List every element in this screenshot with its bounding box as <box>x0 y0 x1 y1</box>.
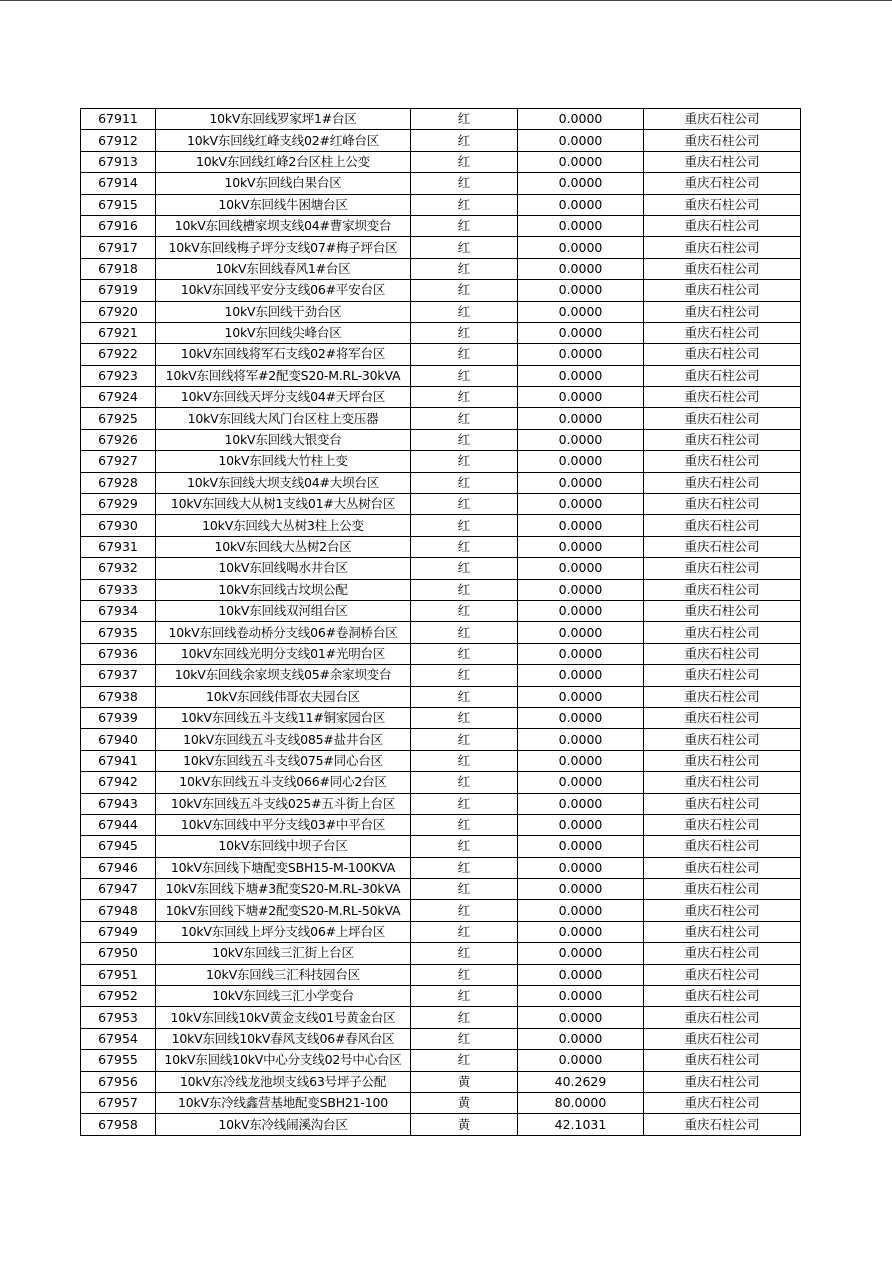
cell-value: 0.0000 <box>518 558 644 579</box>
table-row <box>81 814 801 835</box>
cell-company: 重庆石柱公司 <box>644 1050 801 1071</box>
table-row <box>81 943 801 964</box>
cell-status-color: 红 <box>411 472 518 493</box>
cell-value: 0.0000 <box>518 258 644 279</box>
table-row <box>81 451 801 472</box>
cell-company: 重庆石柱公司 <box>644 130 801 151</box>
cell-value: 0.0000 <box>518 173 644 194</box>
cell-status-color: 红 <box>411 750 518 771</box>
cell-status-color: 红 <box>411 365 518 386</box>
table-row <box>81 1007 801 1028</box>
cell-station-name: 10kV东回线五斗支线075#同心台区 <box>156 750 411 771</box>
table-row <box>81 558 801 579</box>
cell-station-name: 10kV东回线罗家坪1#台区 <box>156 109 411 130</box>
cell-station-name: 10kV东回线红峰支线02#红峰台区 <box>156 130 411 151</box>
cell-id: 67929 <box>81 494 156 515</box>
cell-status-color: 红 <box>411 707 518 728</box>
cell-status-color: 红 <box>411 643 518 664</box>
table-row <box>81 879 801 900</box>
cell-company: 重庆石柱公司 <box>644 579 801 600</box>
cell-station-name: 10kV东回线槽家坝支线04#曹家坝变台 <box>156 215 411 236</box>
cell-company: 重庆石柱公司 <box>644 686 801 707</box>
cell-station-name: 10kV东回线伟哥农夫园台区 <box>156 686 411 707</box>
table-row <box>81 194 801 215</box>
cell-status-color: 红 <box>411 322 518 343</box>
table-row <box>81 322 801 343</box>
table-row <box>81 173 801 194</box>
cell-value: 0.0000 <box>518 1007 644 1028</box>
cell-value: 40.2629 <box>518 1071 644 1092</box>
cell-value: 0.0000 <box>518 130 644 151</box>
cell-id: 67937 <box>81 665 156 686</box>
page-top-border <box>0 0 892 1</box>
table-row <box>81 387 801 408</box>
cell-value: 0.0000 <box>518 622 644 643</box>
table-row <box>81 729 801 750</box>
cell-status-color: 红 <box>411 301 518 322</box>
table-row <box>81 109 801 130</box>
cell-value: 0.0000 <box>518 365 644 386</box>
cell-id: 67940 <box>81 729 156 750</box>
cell-value: 0.0000 <box>518 964 644 985</box>
cell-value: 0.0000 <box>518 1028 644 1049</box>
cell-value: 80.0000 <box>518 1092 644 1113</box>
cell-id: 67942 <box>81 772 156 793</box>
transformer-area-table <box>80 108 801 1136</box>
table-row <box>81 429 801 450</box>
cell-station-name: 10kV东回线古坟坝公配 <box>156 579 411 600</box>
cell-station-name: 10kV东回线10kV黄金支线01号黄金台区 <box>156 1007 411 1028</box>
cell-company: 重庆石柱公司 <box>644 643 801 664</box>
cell-company: 重庆石柱公司 <box>644 558 801 579</box>
cell-value: 0.0000 <box>518 772 644 793</box>
cell-station-name: 10kV东回线将军#2配变S20-M.RL-30kVA <box>156 365 411 386</box>
cell-station-name: 10kV东回线牛困塘台区 <box>156 194 411 215</box>
cell-company: 重庆石柱公司 <box>644 729 801 750</box>
table-row <box>81 151 801 172</box>
cell-company: 重庆石柱公司 <box>644 814 801 835</box>
cell-id: 67951 <box>81 964 156 985</box>
cell-company: 重庆石柱公司 <box>644 707 801 728</box>
cell-value: 0.0000 <box>518 729 644 750</box>
cell-status-color: 红 <box>411 986 518 1007</box>
cell-station-name: 10kV东回线大风门台区柱上变压器 <box>156 408 411 429</box>
cell-company: 重庆石柱公司 <box>644 173 801 194</box>
cell-station-name: 10kV东回线大从树1支线01#大丛树台区 <box>156 494 411 515</box>
cell-id: 67912 <box>81 130 156 151</box>
cell-station-name: 10kV东回线五斗支线085#盐井台区 <box>156 729 411 750</box>
cell-id: 67941 <box>81 750 156 771</box>
cell-company: 重庆石柱公司 <box>644 280 801 301</box>
cell-value: 0.0000 <box>518 600 644 621</box>
cell-company: 重庆石柱公司 <box>644 151 801 172</box>
cell-station-name: 10kV东回线天坪分支线04#天坪台区 <box>156 387 411 408</box>
cell-status-color: 红 <box>411 772 518 793</box>
cell-company: 重庆石柱公司 <box>644 879 801 900</box>
cell-id: 67945 <box>81 836 156 857</box>
cell-value: 0.0000 <box>518 665 644 686</box>
cell-company: 重庆石柱公司 <box>644 258 801 279</box>
cell-value: 0.0000 <box>518 451 644 472</box>
cell-value: 0.0000 <box>518 429 644 450</box>
cell-status-color: 红 <box>411 622 518 643</box>
cell-station-name: 10kV东冷线闹溪沟台区 <box>156 1114 411 1135</box>
cell-value: 0.0000 <box>518 237 644 258</box>
cell-value: 0.0000 <box>518 344 644 365</box>
cell-id: 67916 <box>81 215 156 236</box>
cell-status-color: 红 <box>411 151 518 172</box>
cell-id: 67917 <box>81 237 156 258</box>
table-row <box>81 793 801 814</box>
cell-value: 0.0000 <box>518 686 644 707</box>
cell-station-name: 10kV东回线将军石支线02#将军台区 <box>156 344 411 365</box>
cell-status-color: 红 <box>411 344 518 365</box>
cell-station-name: 10kV东回线大竹柱上变 <box>156 451 411 472</box>
cell-station-name: 10kV东回线大丛树2台区 <box>156 536 411 557</box>
cell-id: 67939 <box>81 707 156 728</box>
cell-status-color: 红 <box>411 215 518 236</box>
cell-station-name: 10kV东回线双河组台区 <box>156 600 411 621</box>
cell-status-color: 黄 <box>411 1114 518 1135</box>
cell-id: 67947 <box>81 879 156 900</box>
cell-station-name: 10kV东回线卷动桥分支线06#卷洞桥台区 <box>156 622 411 643</box>
cell-status-color: 红 <box>411 1028 518 1049</box>
cell-value: 0.0000 <box>518 900 644 921</box>
cell-station-name: 10kV东回线干劲台区 <box>156 301 411 322</box>
table-row <box>81 1050 801 1071</box>
table-row <box>81 900 801 921</box>
table-row <box>81 280 801 301</box>
cell-company: 重庆石柱公司 <box>644 322 801 343</box>
cell-station-name: 10kV东回线10kV中心分支线02号中心台区 <box>156 1050 411 1071</box>
cell-status-color: 红 <box>411 408 518 429</box>
table-row <box>81 1114 801 1135</box>
cell-value: 0.0000 <box>518 536 644 557</box>
table-row <box>81 836 801 857</box>
cell-station-name: 10kV东回线白果台区 <box>156 173 411 194</box>
cell-station-name: 10kV东回线尖峰台区 <box>156 322 411 343</box>
cell-station-name: 10kV东冷线龙池坝支线63号坪子公配 <box>156 1071 411 1092</box>
cell-company: 重庆石柱公司 <box>644 494 801 515</box>
cell-status-color: 黄 <box>411 1071 518 1092</box>
cell-station-name: 10kV东回线三汇科技园台区 <box>156 964 411 985</box>
cell-company: 重庆石柱公司 <box>644 194 801 215</box>
cell-id: 67946 <box>81 857 156 878</box>
cell-station-name: 10kV东回线梅子坪分支线07#梅子坪台区 <box>156 237 411 258</box>
cell-station-name: 10kV东冷线鑫营基地配变SBH21-100 <box>156 1092 411 1113</box>
cell-id: 67931 <box>81 536 156 557</box>
cell-id: 67956 <box>81 1071 156 1092</box>
cell-value: 0.0000 <box>518 408 644 429</box>
cell-status-color: 红 <box>411 173 518 194</box>
cell-station-name: 10kV东回线下塘#2配变S20-M.RL-50kVA <box>156 900 411 921</box>
cell-company: 重庆石柱公司 <box>644 365 801 386</box>
cell-company: 重庆石柱公司 <box>644 387 801 408</box>
cell-value: 0.0000 <box>518 921 644 942</box>
cell-id: 67948 <box>81 900 156 921</box>
table-row <box>81 772 801 793</box>
cell-status-color: 红 <box>411 1050 518 1071</box>
cell-value: 0.0000 <box>518 109 644 130</box>
cell-company: 重庆石柱公司 <box>644 1007 801 1028</box>
table-row <box>81 686 801 707</box>
cell-value: 0.0000 <box>518 151 644 172</box>
cell-id: 67930 <box>81 515 156 536</box>
table-row <box>81 515 801 536</box>
cell-status-color: 红 <box>411 793 518 814</box>
cell-status-color: 红 <box>411 494 518 515</box>
cell-id: 67918 <box>81 258 156 279</box>
cell-status-color: 红 <box>411 857 518 878</box>
cell-company: 重庆石柱公司 <box>644 451 801 472</box>
cell-status-color: 红 <box>411 579 518 600</box>
table-row <box>81 921 801 942</box>
cell-station-name: 10kV东回线五斗支线11#铜家园台区 <box>156 707 411 728</box>
cell-id: 67925 <box>81 408 156 429</box>
table-row <box>81 215 801 236</box>
table-row <box>81 301 801 322</box>
cell-status-color: 红 <box>411 921 518 942</box>
cell-company: 重庆石柱公司 <box>644 472 801 493</box>
cell-value: 0.0000 <box>518 322 644 343</box>
cell-status-color: 红 <box>411 900 518 921</box>
table-row <box>81 750 801 771</box>
table-row <box>81 1071 801 1092</box>
cell-value: 0.0000 <box>518 1050 644 1071</box>
cell-value: 0.0000 <box>518 579 644 600</box>
cell-id: 67923 <box>81 365 156 386</box>
cell-id: 67954 <box>81 1028 156 1049</box>
cell-status-color: 红 <box>411 729 518 750</box>
cell-status-color: 红 <box>411 387 518 408</box>
cell-company: 重庆石柱公司 <box>644 536 801 557</box>
cell-station-name: 10kV东回线上坪分支线06#上坪台区 <box>156 921 411 942</box>
cell-company: 重庆石柱公司 <box>644 600 801 621</box>
cell-value: 42.1031 <box>518 1114 644 1135</box>
cell-company: 重庆石柱公司 <box>644 900 801 921</box>
cell-id: 67935 <box>81 622 156 643</box>
cell-company: 重庆石柱公司 <box>644 515 801 536</box>
cell-value: 0.0000 <box>518 643 644 664</box>
cell-company: 重庆石柱公司 <box>644 109 801 130</box>
cell-company: 重庆石柱公司 <box>644 215 801 236</box>
cell-station-name: 10kV东回线下塘#3配变S20-M.RL-30kVA <box>156 879 411 900</box>
cell-company: 重庆石柱公司 <box>644 429 801 450</box>
cell-id: 67914 <box>81 173 156 194</box>
cell-id: 67953 <box>81 1007 156 1028</box>
cell-value: 0.0000 <box>518 301 644 322</box>
cell-station-name: 10kV东回线10kV春风支线06#春风台区 <box>156 1028 411 1049</box>
table-row <box>81 986 801 1007</box>
cell-station-name: 10kV东回线五斗支线025#五斗街上台区 <box>156 793 411 814</box>
cell-station-name: 10kV东回线大坝支线04#大坝台区 <box>156 472 411 493</box>
cell-id: 67952 <box>81 986 156 1007</box>
cell-id: 67927 <box>81 451 156 472</box>
cell-value: 0.0000 <box>518 515 644 536</box>
cell-status-color: 红 <box>411 109 518 130</box>
cell-value: 0.0000 <box>518 707 644 728</box>
cell-id: 67957 <box>81 1092 156 1113</box>
cell-id: 67955 <box>81 1050 156 1071</box>
table-row <box>81 365 801 386</box>
cell-value: 0.0000 <box>518 836 644 857</box>
cell-value: 0.0000 <box>518 280 644 301</box>
cell-value: 0.0000 <box>518 494 644 515</box>
cell-value: 0.0000 <box>518 750 644 771</box>
cell-id: 67922 <box>81 344 156 365</box>
table-row <box>81 408 801 429</box>
cell-id: 67920 <box>81 301 156 322</box>
cell-company: 重庆石柱公司 <box>644 986 801 1007</box>
table-row <box>81 622 801 643</box>
cell-station-name: 10kV东回线喝水井台区 <box>156 558 411 579</box>
cell-status-color: 红 <box>411 280 518 301</box>
cell-station-name: 10kV东回线五斗支线066#同心2台区 <box>156 772 411 793</box>
table-row <box>81 665 801 686</box>
cell-station-name: 10kV东回线下塘配变SBH15-M-100KVA <box>156 857 411 878</box>
cell-station-name: 10kV东回线三汇小学变台 <box>156 986 411 1007</box>
cell-company: 重庆石柱公司 <box>644 857 801 878</box>
table-row <box>81 494 801 515</box>
cell-id: 67943 <box>81 793 156 814</box>
table-row <box>81 472 801 493</box>
cell-status-color: 红 <box>411 194 518 215</box>
cell-company: 重庆石柱公司 <box>644 750 801 771</box>
cell-station-name: 10kV东回线平安分支线06#平安台区 <box>156 280 411 301</box>
cell-company: 重庆石柱公司 <box>644 344 801 365</box>
table-row <box>81 707 801 728</box>
table-row <box>81 643 801 664</box>
cell-id: 67928 <box>81 472 156 493</box>
cell-company: 重庆石柱公司 <box>644 622 801 643</box>
cell-station-name: 10kV东回线大丛树3柱上公变 <box>156 515 411 536</box>
table-row <box>81 857 801 878</box>
cell-status-color: 红 <box>411 258 518 279</box>
cell-status-color: 红 <box>411 536 518 557</box>
cell-id: 67926 <box>81 429 156 450</box>
table-row <box>81 1092 801 1113</box>
cell-id: 67938 <box>81 686 156 707</box>
cell-status-color: 红 <box>411 943 518 964</box>
table-row <box>81 344 801 365</box>
cell-company: 重庆石柱公司 <box>644 943 801 964</box>
cell-status-color: 红 <box>411 1007 518 1028</box>
cell-status-color: 红 <box>411 429 518 450</box>
cell-station-name: 10kV东回线春风1#台区 <box>156 258 411 279</box>
cell-status-color: 红 <box>411 130 518 151</box>
cell-id: 67915 <box>81 194 156 215</box>
cell-status-color: 红 <box>411 515 518 536</box>
cell-station-name: 10kV东回线大银变台 <box>156 429 411 450</box>
table-row <box>81 130 801 151</box>
cell-value: 0.0000 <box>518 986 644 1007</box>
cell-status-color: 红 <box>411 600 518 621</box>
cell-company: 重庆石柱公司 <box>644 836 801 857</box>
cell-status-color: 红 <box>411 836 518 857</box>
cell-status-color: 红 <box>411 451 518 472</box>
cell-status-color: 红 <box>411 879 518 900</box>
cell-status-color: 红 <box>411 558 518 579</box>
cell-id: 67921 <box>81 322 156 343</box>
cell-id: 67936 <box>81 643 156 664</box>
cell-value: 0.0000 <box>518 814 644 835</box>
cell-company: 重庆石柱公司 <box>644 1114 801 1135</box>
cell-id: 67950 <box>81 943 156 964</box>
cell-status-color: 红 <box>411 686 518 707</box>
cell-value: 0.0000 <box>518 857 644 878</box>
cell-id: 67958 <box>81 1114 156 1135</box>
cell-company: 重庆石柱公司 <box>644 793 801 814</box>
table-row <box>81 536 801 557</box>
cell-company: 重庆石柱公司 <box>644 1071 801 1092</box>
cell-id: 67949 <box>81 921 156 942</box>
table-row <box>81 964 801 985</box>
table-row <box>81 258 801 279</box>
cell-value: 0.0000 <box>518 472 644 493</box>
cell-value: 0.0000 <box>518 215 644 236</box>
cell-company: 重庆石柱公司 <box>644 1092 801 1113</box>
cell-company: 重庆石柱公司 <box>644 772 801 793</box>
cell-status-color: 红 <box>411 964 518 985</box>
cell-station-name: 10kV东回线三汇街上台区 <box>156 943 411 964</box>
cell-status-color: 黄 <box>411 1092 518 1113</box>
cell-company: 重庆石柱公司 <box>644 921 801 942</box>
cell-id: 67924 <box>81 387 156 408</box>
cell-station-name: 10kV东回线光明分支线01#光明台区 <box>156 643 411 664</box>
table-body <box>81 109 801 1136</box>
cell-id: 67913 <box>81 151 156 172</box>
cell-id: 67919 <box>81 280 156 301</box>
cell-company: 重庆石柱公司 <box>644 1028 801 1049</box>
cell-station-name: 10kV东回线中平分支线03#中平台区 <box>156 814 411 835</box>
cell-status-color: 红 <box>411 665 518 686</box>
table-row <box>81 1028 801 1049</box>
table-row <box>81 600 801 621</box>
cell-company: 重庆石柱公司 <box>644 665 801 686</box>
table-row <box>81 579 801 600</box>
cell-value: 0.0000 <box>518 793 644 814</box>
cell-id: 67934 <box>81 600 156 621</box>
cell-status-color: 红 <box>411 814 518 835</box>
cell-station-name: 10kV东回线红峰2台区柱上公变 <box>156 151 411 172</box>
cell-value: 0.0000 <box>518 387 644 408</box>
cell-id: 67944 <box>81 814 156 835</box>
cell-value: 0.0000 <box>518 194 644 215</box>
cell-id: 67933 <box>81 579 156 600</box>
cell-id: 67911 <box>81 109 156 130</box>
cell-station-name: 10kV东回线中坝子台区 <box>156 836 411 857</box>
cell-company: 重庆石柱公司 <box>644 408 801 429</box>
cell-value: 0.0000 <box>518 943 644 964</box>
table-row <box>81 237 801 258</box>
cell-company: 重庆石柱公司 <box>644 301 801 322</box>
cell-value: 0.0000 <box>518 879 644 900</box>
cell-station-name: 10kV东回线余家坝支线05#余家坝变台 <box>156 665 411 686</box>
data-table-container <box>80 108 800 1136</box>
cell-company: 重庆石柱公司 <box>644 964 801 985</box>
cell-company: 重庆石柱公司 <box>644 237 801 258</box>
cell-id: 67932 <box>81 558 156 579</box>
cell-status-color: 红 <box>411 237 518 258</box>
